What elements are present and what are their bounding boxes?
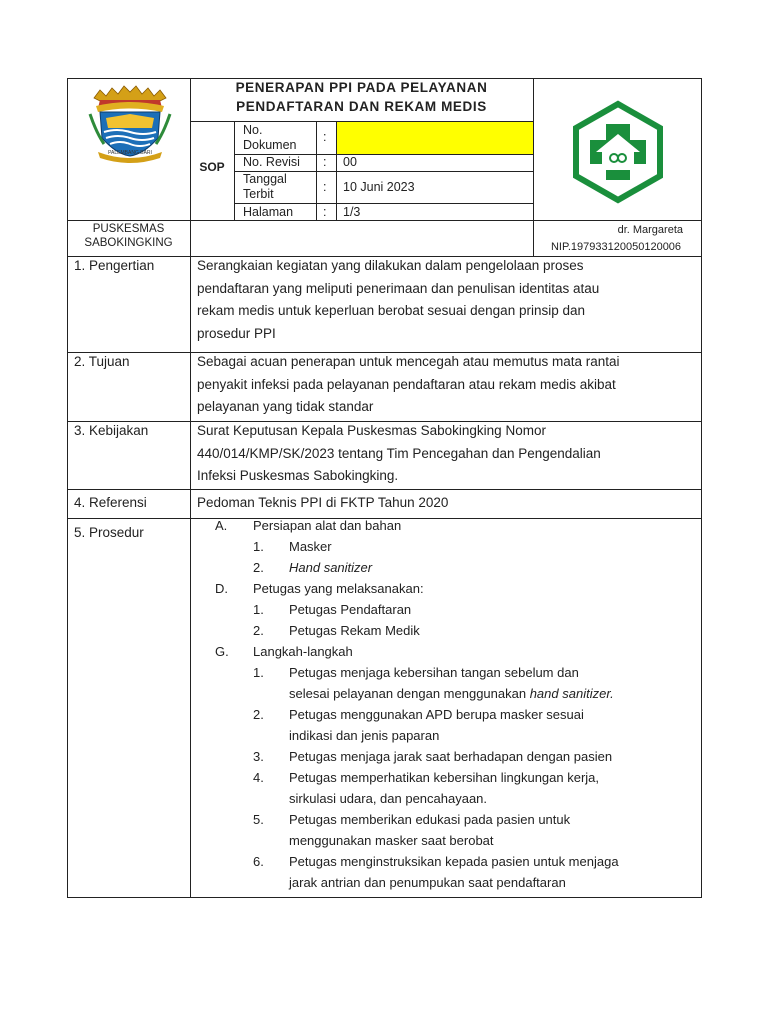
section-label-prosedur: 5. Prosedur xyxy=(74,525,144,540)
step-text: Petugas memperhatikan kebersihan lingkungan kerja, xyxy=(289,770,600,785)
grid-line xyxy=(67,220,702,221)
text-line: 440/014/KMP/SK/2023 tentang Tim Pencegahan dan Pengendalian xyxy=(197,445,601,461)
meta-value-halaman: 1/3 xyxy=(343,205,361,219)
grid-line xyxy=(234,203,533,204)
kebijakan-text xyxy=(197,420,694,488)
item-text: Masker xyxy=(289,539,332,554)
step-number: 5. xyxy=(253,812,264,827)
step-number: 1. xyxy=(253,665,264,680)
procedure-group-d xyxy=(191,578,702,599)
meta-label-tanggal-l2: Terbit xyxy=(243,187,274,201)
step-text: Petugas menjaga kebersihan tangan sebelum dan xyxy=(289,665,579,680)
meta-label-dokumen-l1: No. xyxy=(243,123,263,137)
text-line: Infeksi Puskesmas Sabokingking. xyxy=(197,468,399,483)
signer-nip: NIP.197933120050120006 xyxy=(550,241,682,253)
text-line: pendaftaran yang meliputi penerimaan dan penulisan identitas atau xyxy=(197,280,600,296)
step-text: Petugas memberikan edukasi pada pasien untuk xyxy=(289,812,571,827)
step-number: 3. xyxy=(253,749,264,764)
org-name-line2: SABOKINGKING xyxy=(84,237,173,249)
sop-label: SOP xyxy=(199,160,225,174)
prosedur-content xyxy=(191,515,702,895)
step-text: sirkulasi udara, dan pencahayaan. xyxy=(289,791,488,806)
step-continuation xyxy=(191,788,702,809)
item-text: Petugas Pendaftaran xyxy=(289,602,412,617)
meta-value-tanggal: 10 Juni 2023 xyxy=(343,180,415,194)
item-number: 2. xyxy=(253,623,264,638)
step-text: selesai pelayanan dengan menggunakan xyxy=(289,686,530,701)
list-item xyxy=(191,536,702,557)
item-number: 1. xyxy=(253,539,264,554)
group-letter: A. xyxy=(215,518,228,533)
tujuan-text xyxy=(197,351,694,419)
document-title-line2: PENDAFTARAN DAN REKAM MEDIS xyxy=(236,99,487,114)
text-line: Surat Keputusan Kepala Puskesmas Sabokingking Nomor xyxy=(197,423,546,438)
item-number: 1. xyxy=(253,602,264,617)
list-item xyxy=(191,620,702,641)
step-item xyxy=(191,746,702,767)
item-text: Hand sanitizer xyxy=(289,560,373,575)
org-name-line1: PUSKESMAS xyxy=(92,223,165,235)
meta-sep: : xyxy=(323,180,327,194)
meta-sep: : xyxy=(323,130,327,144)
step-item xyxy=(191,851,702,872)
meta-label-halaman: Halaman xyxy=(243,205,294,219)
step-number: 2. xyxy=(253,707,264,722)
group-letter: G. xyxy=(215,644,229,659)
item-text: Petugas Rekam Medik xyxy=(289,623,420,638)
group-letter: D. xyxy=(215,581,228,596)
step-item xyxy=(191,809,702,830)
logo-caption: PALEMBANG BARI xyxy=(108,150,152,156)
step-continuation xyxy=(191,725,702,746)
step-continuation xyxy=(191,830,702,851)
procedure-group-g xyxy=(191,641,702,662)
item-number: 2. xyxy=(253,560,264,575)
section-label-tujuan: 2. Tujuan xyxy=(74,354,130,369)
step-text: menggunakan masker saat berobat xyxy=(289,833,494,848)
meta-sep: : xyxy=(323,205,327,219)
dokumen-number-field[interactable] xyxy=(337,122,533,154)
step-text: Petugas menginstruksikan kepada pasien untuk menjaga xyxy=(289,854,619,869)
step-item xyxy=(191,767,702,788)
list-item xyxy=(191,599,702,620)
section-label-pengertian: 1. Pengertian xyxy=(74,258,155,273)
grid-line xyxy=(67,489,702,490)
step-text: Petugas menjaga jarak saat berhadapan dengan pasien xyxy=(289,749,613,764)
text-line: Serangkaian kegiatan yang dilakukan dalam pengelolaan proses xyxy=(197,258,584,273)
step-text: indikasi dan jenis paparan xyxy=(289,728,440,743)
meta-label-tanggal-l1: Tanggal xyxy=(243,172,287,186)
list-item xyxy=(191,557,702,578)
group-title: Persiapan alat dan bahan xyxy=(253,518,402,533)
signer-name: dr. Margareta xyxy=(617,224,683,236)
pengertian-text xyxy=(197,255,694,345)
step-number: 4. xyxy=(253,770,264,785)
section-label-kebijakan: 3. Kebijakan xyxy=(74,423,149,438)
step-continuation xyxy=(191,872,702,893)
meta-label-revisi: No. Revisi xyxy=(243,155,300,169)
group-title: Langkah-langkah xyxy=(253,644,353,659)
referensi-text: Pedoman Teknis PPI di FKTP Tahun 2020 xyxy=(197,495,449,510)
meta-value-revisi: 00 xyxy=(343,155,357,169)
text-line: prosedur PPI xyxy=(197,325,276,341)
meta-label-dokumen-l2: Dokumen xyxy=(243,138,297,152)
text-line: penyakit infeksi pada pelayanan pendaftaran atau rekam medis akibat xyxy=(197,376,616,392)
text-line: Sebagai acuan penerapan untuk mencegah atau memutus mata rantai xyxy=(197,354,620,369)
text-line: pelayanan yang tidak standar xyxy=(197,399,374,414)
step-text: Petugas menggunakan APD berupa masker sesuai xyxy=(289,707,584,722)
procedure-group-a xyxy=(191,515,702,536)
section-label-referensi: 4. Referensi xyxy=(74,495,147,510)
step-number: 6. xyxy=(253,854,264,869)
meta-sep: : xyxy=(323,155,327,169)
group-title: Petugas yang melaksanakan: xyxy=(253,581,424,596)
puskesmas-logo xyxy=(568,100,668,204)
text-line: rekam medis untuk keperluan berobat sesuai dengan prinsip dan xyxy=(197,303,585,318)
step-continuation xyxy=(191,683,702,704)
step-item xyxy=(191,704,702,725)
step-text-italic: hand sanitizer. xyxy=(529,686,614,701)
document-title-line1: PENERAPAN PPI PADA PELAYANAN xyxy=(235,80,488,95)
step-item xyxy=(191,662,702,683)
step-text: jarak antrian dan penumpukan saat pendaftaran xyxy=(289,875,566,890)
